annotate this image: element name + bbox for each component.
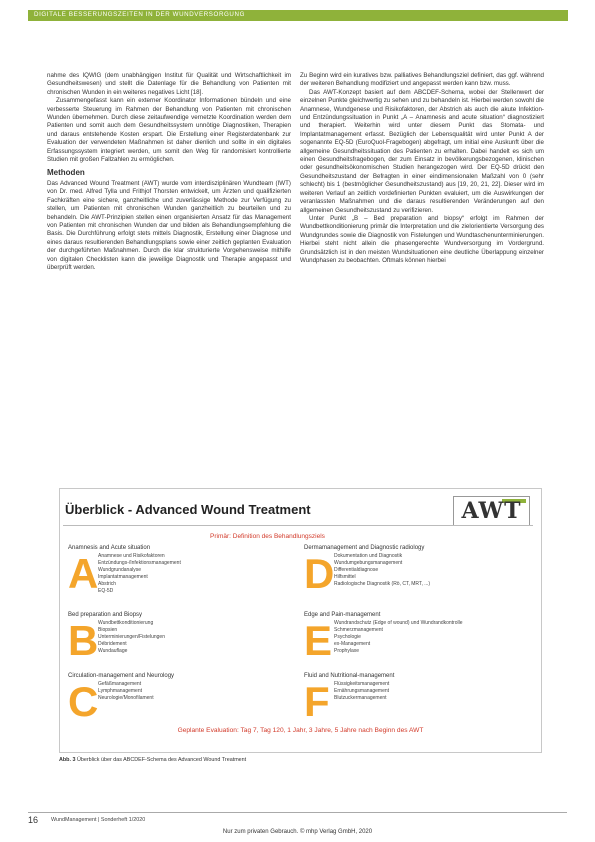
list-item: Dokumentation und Diagnostik <box>334 553 403 559</box>
caption-text: Überblick über das ABCDEF-Schema des Advanced Wound Treatment <box>76 757 247 763</box>
paragraph: Zu Beginn wird ein kuratives bzw. palliatives Behandlungsziel definiert, das ggf. während der weiteren Behandlung modifiziert und angepasst werden kann bzw. muss. <box>300 72 544 88</box>
list-item: Neurologie/Monofilament <box>98 695 154 701</box>
section-items <box>334 681 389 702</box>
list-item: ex-Management <box>334 641 371 647</box>
section-heading: Methoden <box>47 168 85 178</box>
list-item: Schmerzmanagement <box>334 627 383 633</box>
section-letter: D <box>304 550 335 597</box>
list-item: Wundauflage <box>98 648 128 654</box>
header-band <box>28 10 568 21</box>
list-item: Blutzuckermanagement <box>334 695 387 701</box>
list-item: EQ-5D <box>98 588 114 594</box>
copyright-notice: Nur zum privaten Gebrauch. © mhp Verlag GmbH, 2020 <box>222 829 373 835</box>
list-item: Gefäßmanagement <box>98 681 142 687</box>
footer-divider <box>28 812 567 813</box>
evaluation-footer: Geplante Evaluation: Tag 7, Tag 120, 1 Jahr, 3 Jahre, 5 Jahre nach Beginn des AWT <box>177 727 424 734</box>
header-band-text: DIGITALE BESSERUNGSZEITEN IN DER WUNDVERSORGUNG <box>34 11 245 18</box>
list-item: Lymphmanagement <box>98 688 143 694</box>
section-heading: Anamnesis and Acute situation <box>68 545 151 551</box>
list-item: Unterminierungen/Fistelungen <box>98 634 165 640</box>
list-item: Flüssigkeitsmanagement <box>334 681 390 687</box>
section-heading: Circulation-management and Neurology <box>68 673 175 679</box>
section-heading: Edge and Pain-management <box>304 612 381 618</box>
list-item: Implantatmanagement <box>98 574 148 580</box>
section-letter: A <box>68 550 99 597</box>
list-item: Wundrandschutz (Edge of wound) und Wundrandkontrolle <box>334 620 463 626</box>
text-column-right <box>300 72 544 265</box>
list-item: Psychologie <box>334 634 361 640</box>
list-item: Entzündungs-/Infektionsmanagement <box>98 560 181 566</box>
list-item: Radiologische Diagnostik (Rö, CT, MRT, ...) <box>334 581 431 587</box>
list-item: Wundumgebungsmanagement <box>334 560 403 566</box>
section-letter: B <box>68 617 99 664</box>
list-item: Wundgrundanalyse <box>98 567 141 573</box>
section-heading: Dermamanagement and Diagnostic radiology <box>304 545 425 551</box>
page-number: 16 <box>28 815 39 825</box>
list-item: Prophylaxe <box>334 648 360 654</box>
list-item: Débridement <box>98 641 127 647</box>
figure-divider <box>63 525 533 526</box>
section-letter: F <box>304 678 330 725</box>
section-items <box>98 553 181 595</box>
awt-overview-figure <box>59 488 542 753</box>
list-item: Hilfsmittel <box>334 574 356 580</box>
logo-text: AWT <box>461 498 522 524</box>
paragraph: Das AWT-Konzept basiert auf dem ABCDEF-Schema, wobei der Stellenwert der einzelnen Punkte gleichwertig zu sehen und zu behandeln ist. Hierbei werden sowohl die Anamnese, Wundgenese und Risikofaktoren, der Abstrich als auch die akute Infektion- und Entzündungssituation in Punkt „A – Anamnesis and acute situation“ diagnostiziert und therapiert. Weiterhin wird unter diesem Punkt das Stomata- und Implantatmanagement erfasst. Bezüglich der Lebensqualität wird unter Punkt A der sogenannte EQ-5D (EuroQuol-Fragebogen) abgefragt, um initial eine Auskunft über die allgemeine Gesundheitssituation des Patienten zu erhalten. Dabei handelt es sich um einen Gesundheitsfragebogen, der zum Einsatz in bevölkerungsbezogenen, klinischen oder gesundheitsökonomischen Studien herangezogen wird. Der EQ-5D drückt den Gesundheitszustand der Befragten in einer eindimensionalen Maßzahl von 0 (sehr schlecht) bis 1 (bestmöglicher Gesundheitszustand) aus [19, 20, 21, 22]. Dieser wird im weiteren Verlauf an zeitlich vordefinierten Punkten evaluiert, um die Auswirkungen der veranlassten Maßnahmen und die daraus resultierenden Veränderungen auf den allgemeinen Gesundheitszustand zu verifizieren. <box>300 88 544 214</box>
awt-logo <box>453 496 530 526</box>
section-letter: E <box>304 617 333 664</box>
caption-label: Abb. 3 <box>59 757 76 763</box>
paragraph: nahme des IQWIG (dem unabhängigen Institut für Qualität und Wirtschaftlichkeit im Gesundheitswesen) und stellt die Datenlage für die Behandlung von Patienten mit chronischen Wunden in ein weiteres negatives Licht [18]. <box>47 72 291 96</box>
list-item: Anamnese und Risikofaktoren <box>98 553 165 559</box>
section-items <box>334 553 430 588</box>
journal-reference: WundManagement | Sonderheft 1/2020 <box>51 817 146 823</box>
section-heading: Fluid and Nutritional-management <box>304 673 395 679</box>
list-item: Ernährungsmanagement <box>334 688 390 694</box>
section-items <box>98 681 154 702</box>
paragraph: Das Advanced Wound Treatment (AWT) wurde vom interdisziplinären Wundteam (IWT) von Dr. med. Alfred Tylla und Frithjof Thorsten entwickelt, um Ärzten und qualifizierten Fachkräften eine sichere, ganzheitliche und zuverlässige Methode zur Verfügung zu stellen, um Patienten mit chronischen Wunden ganzheitlich zu beurteilen und zu behandeln. Die AWT-Prinzipien stellen einen organisierten Ansatz für das Management von Patienten mit chronischen Wunden dar und bilden als Behandlungsempfehlung die Basis. Die Durchführung erfolgt stets mittels Diagnostik, Erstellung einer Diagnose und eines daraus resultierenden Behandlungsplans sowie einer zeitlich geplanten Evaluation der durchgeführten Maßnahmen. Durch die klar strukturierte Vorgehensweise mithilfe von digitalen Checklisten kann die jeweilige Diagnostik und Therapie angepasst und überprüft werden. <box>47 179 291 271</box>
section-heading: Bed preparation and Biopsy <box>68 612 143 618</box>
figure-title: Überblick - Advanced Wound Treatment <box>65 502 311 517</box>
figure-caption <box>59 757 246 763</box>
paragraph: Unter Punkt „B – Bed preparation and biopsy“ erfolgt im Rahmen der Wundbettkonditionierung primär die Interpretation und die zielorientierte Versorgung des Wundgrundes sowie die Diagnostik von Fistelungen und Wundtaschenunterminierungen. Hierbei steht nicht allein die phasengerechte Wundversorgung im Vordergrund. Grundsätzlich ist in den meisten Wundsituationen eine deutliche Überlappung einzelner Wundphasen zu beobachten. Oftmals können hierbei <box>300 214 544 264</box>
text-column-left <box>47 72 291 272</box>
paragraph: Zusammengefasst kann ein externer Koordinator Informationen bündeln und eine verbesserte Steuerung im Rahmen der Behandlung von Patienten mit chronischen Wunden übernehmen. Durch diese zeitaufwendige vernetzte Koordination werden dem Patienten und somit auch dem Gesundheitssystem unnötige Diagnostiken, Therapien und daraus entstehende Kosten erspart. Die Erstellung einer Registerdatenbank zur Evaluation der verwendeten Maßnahmen ist daher dienlich und sollte in ein digitales Erfassungssystem integriert werden, um somit den Weg für randomisiert kontrollierte Studien mit großen Fallzahlen zu ermöglichen. <box>47 97 291 164</box>
section-letter: C <box>68 678 99 725</box>
list-item: Differentialdiagnose <box>334 567 379 573</box>
list-item: Wundbettkonditionierung <box>98 620 154 626</box>
list-item: Abstrich <box>98 581 117 587</box>
list-item: Biopsien <box>98 627 118 633</box>
primary-goal-text: Primär: Definition des Behandlungsziels <box>210 533 325 540</box>
section-items <box>334 620 463 655</box>
section-items <box>98 620 165 655</box>
